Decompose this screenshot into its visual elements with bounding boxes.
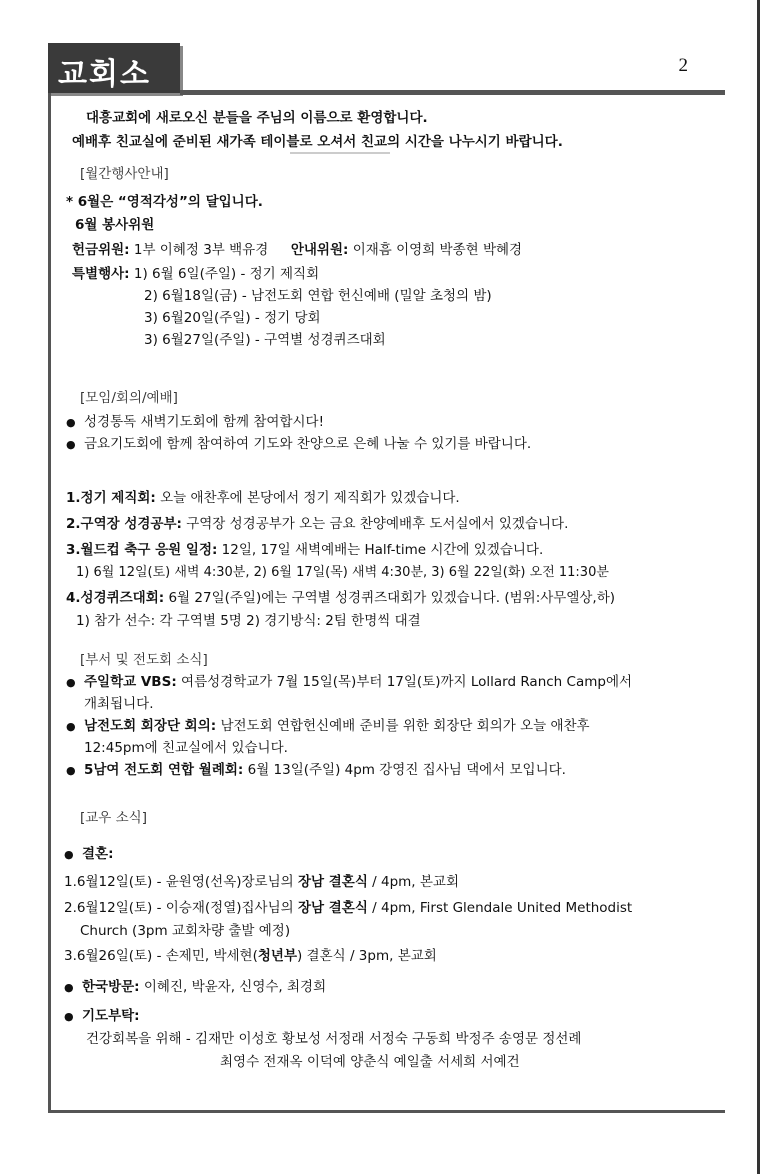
wedding-3 — [64, 944, 437, 964]
meeting-item-2 — [66, 432, 531, 452]
meeting-text-2: 금요기도회에 함께 참여하여 기도와 찬양으로 은혜 나눌 수 있기를 바랍니다. — [84, 436, 532, 452]
bullet-icon: ● — [66, 764, 76, 777]
notice-3-text: 12일, 17일 새벽예배는 Half-time 시간에 있겠습니다. — [217, 542, 544, 558]
notice-4-label: 4.성경퀴즈대회: — [66, 590, 165, 606]
vbs-item — [66, 670, 632, 690]
wedding-3-pre: 3.6월26일(토) - 손제민, 박세현( — [64, 948, 258, 964]
offering-line — [72, 238, 522, 258]
notice-4-detail: 1) 참가 선수: 각 구역별 5명 2) 경기방식: 2팀 한명씩 대결 — [76, 613, 421, 629]
visit-item — [64, 975, 326, 995]
notice-4-text: 6월 27일(주일)에는 구역별 성경퀴즈대회가 있겠습니다. (범위:사무엘상,하) — [164, 590, 616, 606]
visit-label: 한국방문: — [82, 979, 140, 995]
monthly-heading: [월간행사안내] — [80, 166, 169, 182]
bullet-icon: ● — [64, 1010, 74, 1023]
fifth-text: 6월 13일(주일) 4pm 강영진 집사님 댁에서 모입니다. — [243, 762, 566, 778]
special-line — [72, 262, 319, 282]
bullet-icon: ● — [66, 438, 76, 451]
wedding-3-bold: 청년부 — [257, 948, 297, 964]
wedding-heading — [64, 842, 113, 862]
men-text: 남전도회 연합헌신예배 준비를 위한 회장단 회의가 오늘 애찬후 — [216, 718, 590, 734]
fifth-label: 5남여 전도회 연합 월례회: — [84, 762, 244, 778]
wedding-1-post: / 4pm, 본교회 — [367, 874, 460, 890]
wedding-1-pre: 1.6월12일(토) - 윤원영(선옥)장로님의 — [64, 874, 298, 890]
header-rule — [180, 90, 725, 95]
welcome-underline — [290, 152, 390, 154]
wedding-1-bold: 장남 결혼식 — [297, 874, 368, 890]
page-title: 교회소식 — [58, 57, 151, 136]
offering-value: 1부 이혜정 3부 백유경 — [129, 242, 269, 258]
special-label: 특별행사: — [72, 266, 130, 282]
bullet-icon: ● — [64, 848, 74, 861]
wedding-3-post: ) 결혼식 / 3pm, 본교회 — [296, 948, 437, 964]
notice-4 — [66, 586, 615, 606]
special-event-2: 2) 6월18일(금) - 남전도회 연합 헌신예배 (밀알 초청의 밤) — [144, 288, 492, 304]
wedding-1 — [64, 870, 459, 890]
prayer-line-1: 건강회복을 위해 - 김재만 이성호 황보성 서정래 서정숙 구동희 박정주 송영문 정선례 — [86, 1031, 582, 1047]
men-text-2: 12:45pm에 친교실에서 있습니다. — [84, 740, 288, 756]
special-event-4: 3) 6월27일(주일) - 구역별 성경퀴즈대회 — [144, 332, 386, 348]
prayer-line-2: 최영수 전재옥 이덕예 양춘식 예일출 서세희 서예건 — [220, 1054, 520, 1070]
usher-value: 이재흠 이영희 박종현 박혜경 — [348, 242, 523, 258]
offering-label: 헌금위원: — [72, 242, 130, 258]
monthly-committee: 6월 봉사위원 — [75, 217, 155, 233]
notice-3-schedule: 1) 6월 12일(토) 새벽 4:30분, 2) 6월 17일(목) 새벽 4:30분, 3) 6월 22일(화) 오전 11:30분 — [76, 565, 609, 580]
notice-1-text: 오늘 애찬후에 본당에서 정기 제직회가 있겠습니다. — [155, 490, 460, 506]
bullet-icon: ● — [66, 416, 76, 429]
monthly-theme: * 6월은 “영적각성”의 달입니다. — [66, 194, 263, 210]
welcome-line-2: 예배후 친교실에 준비된 새가족 테이블로 오셔서 친교의 시간을 나누시기 바랍니다. — [72, 134, 563, 150]
notice-3 — [66, 538, 543, 558]
frame-bottom — [48, 1110, 725, 1113]
vbs-label: 주일학교 VBS: — [84, 674, 177, 690]
section-header — [48, 43, 180, 136]
wedding-2-post: / 4pm, First Glendale United Methodist — [367, 900, 633, 916]
welcome-line-1: 대흥교회에 새로오신 분들을 주님의 이름으로 환영합니다. — [86, 110, 428, 126]
wedding-2-bold: 장남 결혼식 — [297, 900, 368, 916]
notice-3-label: 3.월드컵 축구 응원 일정: — [66, 542, 218, 558]
prayer-heading — [64, 1004, 140, 1024]
frame-left — [48, 93, 51, 1113]
bullet-icon: ● — [66, 676, 76, 689]
men-label: 남전도회 회장단 회의: — [84, 718, 217, 734]
bullet-icon: ● — [64, 981, 74, 994]
meeting-item-1 — [66, 410, 324, 430]
special-event-1: 1) 6월 6일(주일) - 정기 제직회 — [129, 266, 320, 282]
notice-1 — [66, 486, 460, 506]
prayer-label: 기도부탁: — [82, 1008, 140, 1024]
departments-heading: [부서 및 전도회 소식] — [80, 652, 208, 668]
vbs-text-2: 개최됩니다. — [84, 696, 154, 712]
notice-2-label: 2.구역장 성경공부: — [66, 516, 182, 532]
bullet-icon: ● — [66, 720, 76, 733]
visit-text: 이혜진, 박윤자, 신영수, 최경희 — [139, 979, 327, 995]
men-item — [66, 714, 590, 734]
wedding-2-pre: 2.6월12일(토) - 이승재(정열)집사님의 — [64, 900, 298, 916]
special-event-3: 3) 6월20일(주일) - 정기 당회 — [144, 310, 321, 326]
fifth-item — [66, 758, 566, 778]
notice-2 — [66, 512, 568, 532]
notice-2-text: 구역장 성경공부가 오는 금요 찬양예배후 도서실에서 있겠습니다. — [181, 516, 569, 532]
notice-1-label: 1.정기 제직회: — [66, 490, 156, 506]
usher-label: 안내위원: — [290, 242, 349, 258]
vbs-text: 여름성경학교가 7월 15일(목)부터 17일(토)까지 Lollard Ranch Camp에서 — [176, 674, 633, 690]
meetings-heading: [모임/회의/예배] — [80, 390, 178, 406]
wedding-label: 결혼: — [82, 846, 114, 862]
wedding-2 — [64, 896, 632, 916]
members-heading: [교우 소식] — [80, 810, 147, 826]
wedding-2-cont: Church (3pm 교회차량 출발 예정) — [80, 923, 291, 939]
meeting-text-1: 성경통독 새벽기도회에 함께 참여합시다! — [84, 414, 324, 430]
page-number: 2 — [678, 55, 688, 76]
